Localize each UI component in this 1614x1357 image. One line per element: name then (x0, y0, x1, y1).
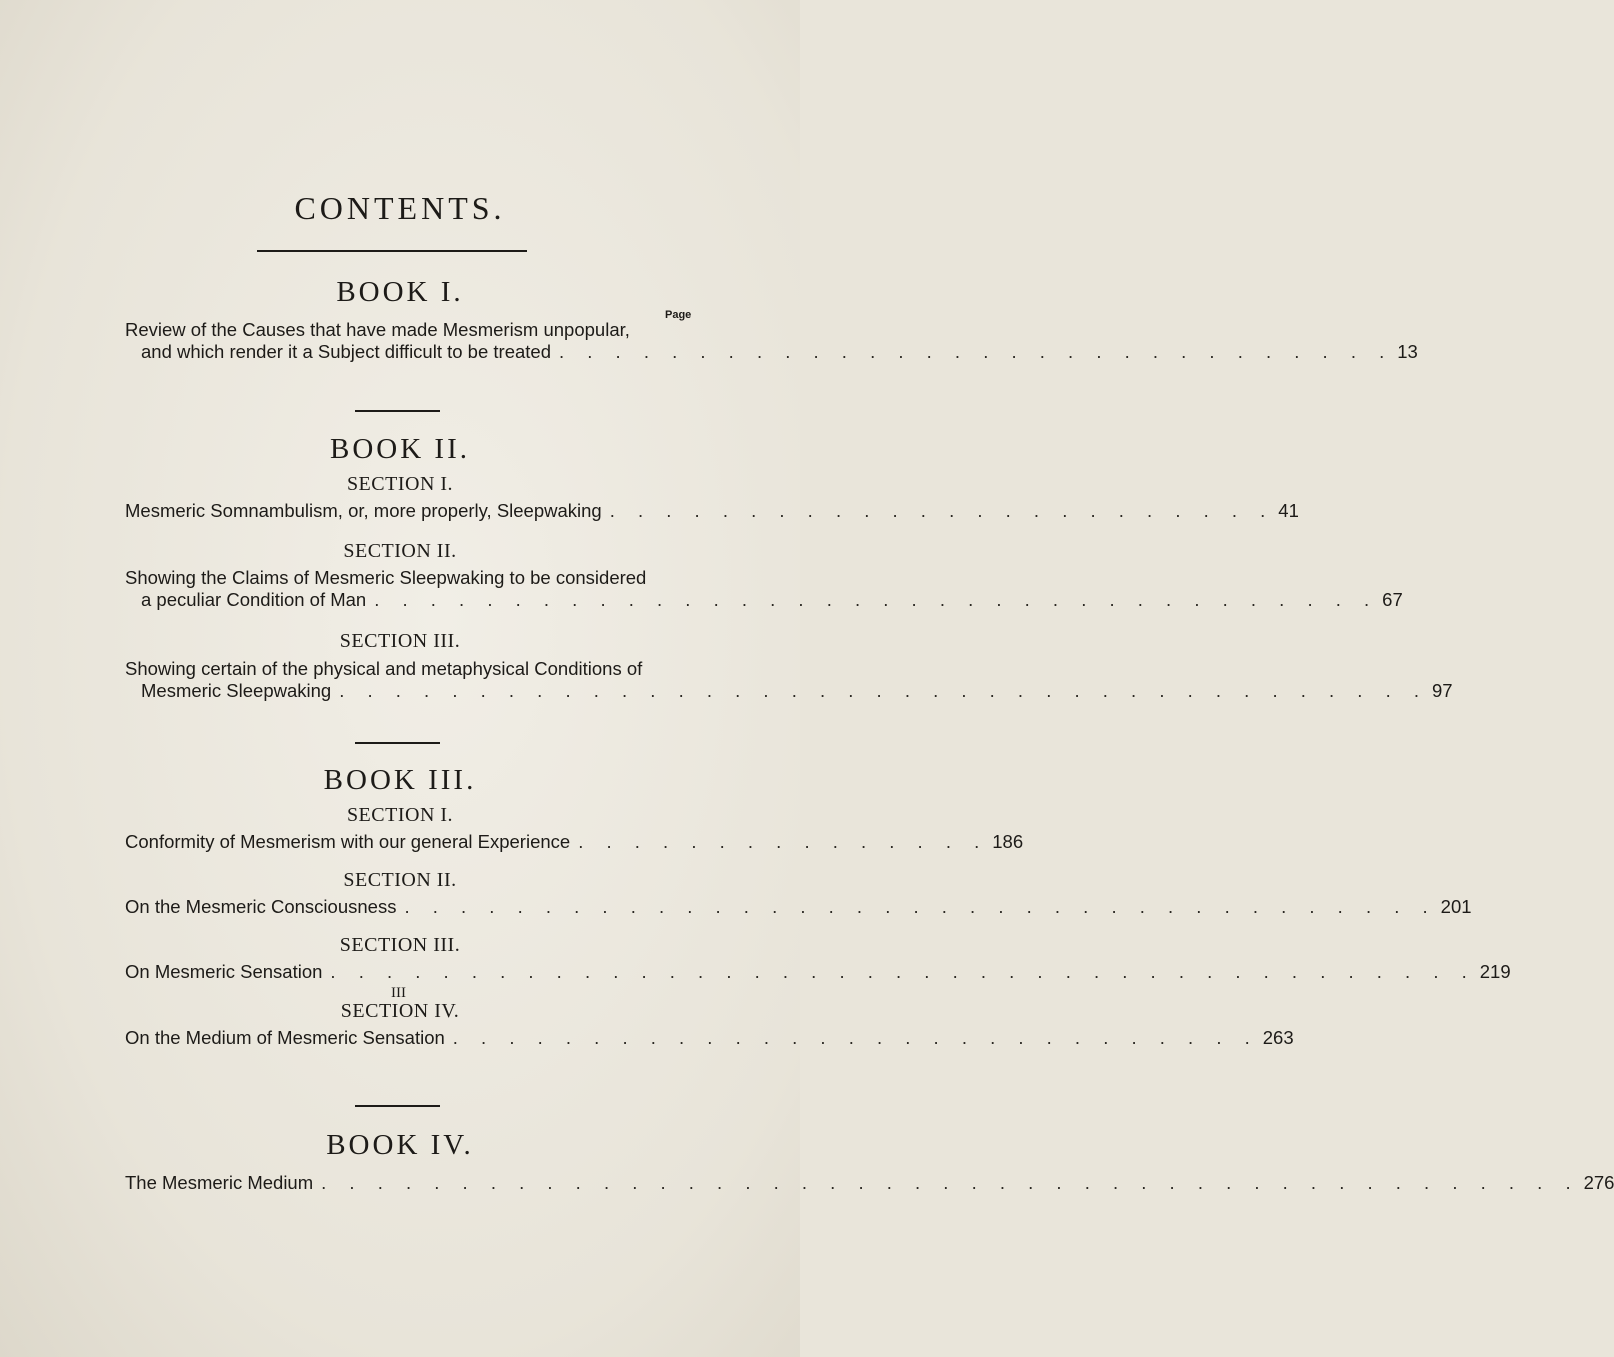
page-title: CONTENTS. (294, 190, 506, 226)
book-2-section-3-heading: SECTION III. (339, 630, 461, 652)
book-rule (355, 742, 440, 744)
page-number: 276 (1583, 1172, 1614, 1193)
page-number: 13 (1397, 341, 1418, 362)
book-3-section-1-heading: SECTION I. (346, 804, 454, 826)
book-3-section-1-entry (125, 831, 1024, 853)
entry-line: Conformity of Mesmerism with our general Experience (125, 831, 571, 852)
title-rule (257, 250, 527, 252)
leader-dots: . . . . . . . . . . . . . . . . . . . . . . . . (609, 500, 1275, 521)
entry-line: and which render it a Subject difficult to be treated (141, 341, 551, 362)
book-3-section-3-heading: SECTION III. (339, 934, 461, 956)
book-2-section-2-heading: SECTION II. (343, 540, 457, 562)
entry-line: Showing the Claims of Mesmeric Sleepwaking to be considered (125, 567, 647, 588)
leader-dots: . . . . . . . . . . . . . . . . . . . . . . . . . . . . . . . . . . . . . . . . . . . . . (321, 1172, 1580, 1193)
leader-dots: . . . . . . . . . . . . . . . . . . . . . . . . . . . . . . . . . . . . . . . (339, 680, 1428, 701)
entry-line: a peculiar Condition of Man (141, 589, 367, 610)
book-2-section-3-entry (125, 658, 1453, 702)
book-3-section-2-heading: SECTION II. (343, 869, 457, 891)
page-number: 41 (1278, 500, 1299, 521)
leader-dots: . . . . . . . . . . . . . . . . . . . . . . . . . . . . . . . . . . . . . . . . . (330, 961, 1476, 982)
book-2-heading: BOOK II. (330, 433, 470, 465)
book-2-section-2-entry (125, 567, 1403, 611)
book-3-section-3-entry (125, 961, 1511, 983)
entry-line: On the Mesmeric Consciousness (125, 896, 397, 917)
book-rule (355, 1105, 440, 1107)
book-rule (355, 410, 440, 412)
leader-dots: . . . . . . . . . . . . . . . . . . . . . . . . . . . . . . . . . . . . (374, 589, 1379, 610)
page-number: 186 (992, 831, 1024, 852)
entry-line: Mesmeric Sleepwaking (141, 680, 332, 701)
book-3-heading: BOOK III. (323, 764, 477, 796)
page-column-heading: Page (665, 309, 692, 321)
book-4-entry (125, 1172, 1614, 1194)
page-number: 97 (1432, 680, 1453, 701)
entry-line: Mesmeric Somnambulism, or, more properly, Sleepwaking (125, 500, 602, 521)
book-2-section-1-entry (125, 500, 1299, 522)
leader-dots: . . . . . . . . . . . . . . . . . . . . . . . . . . . . . (452, 1027, 1259, 1048)
entry-line: The Mesmeric Medium (125, 1172, 314, 1193)
book-1-entry (125, 319, 1418, 363)
page-number: 263 (1262, 1027, 1294, 1048)
page-number: 201 (1440, 896, 1472, 917)
entry-line: On the Medium of Mesmeric Sensation (125, 1027, 445, 1048)
leader-dots: . . . . . . . . . . . . . . . (578, 831, 989, 852)
stray-mark: III (391, 985, 406, 1001)
book-1-heading: BOOK I. (336, 276, 464, 308)
entry-line: On Mesmeric Sensation (125, 961, 323, 982)
book-3-section-2-entry (125, 896, 1472, 918)
entry-line: Review of the Causes that have made Mesmerism unpopular, (125, 319, 630, 340)
leader-dots: . . . . . . . . . . . . . . . . . . . . . . . . . . . . . . . . . . . . . (404, 896, 1437, 917)
book-3-section-4-entry (125, 1027, 1294, 1049)
leader-dots: . . . . . . . . . . . . . . . . . . . . . . . . . . . . . . (559, 341, 1394, 362)
page-number: 67 (1382, 589, 1403, 610)
book-2-section-1-heading: SECTION I. (346, 473, 454, 495)
book-4-heading: BOOK IV. (326, 1129, 474, 1161)
entry-line: Showing certain of the physical and metaphysical Conditions of (125, 658, 643, 679)
page-number: 219 (1479, 961, 1511, 982)
book-3-section-4-heading: SECTION IV. (340, 1000, 460, 1022)
